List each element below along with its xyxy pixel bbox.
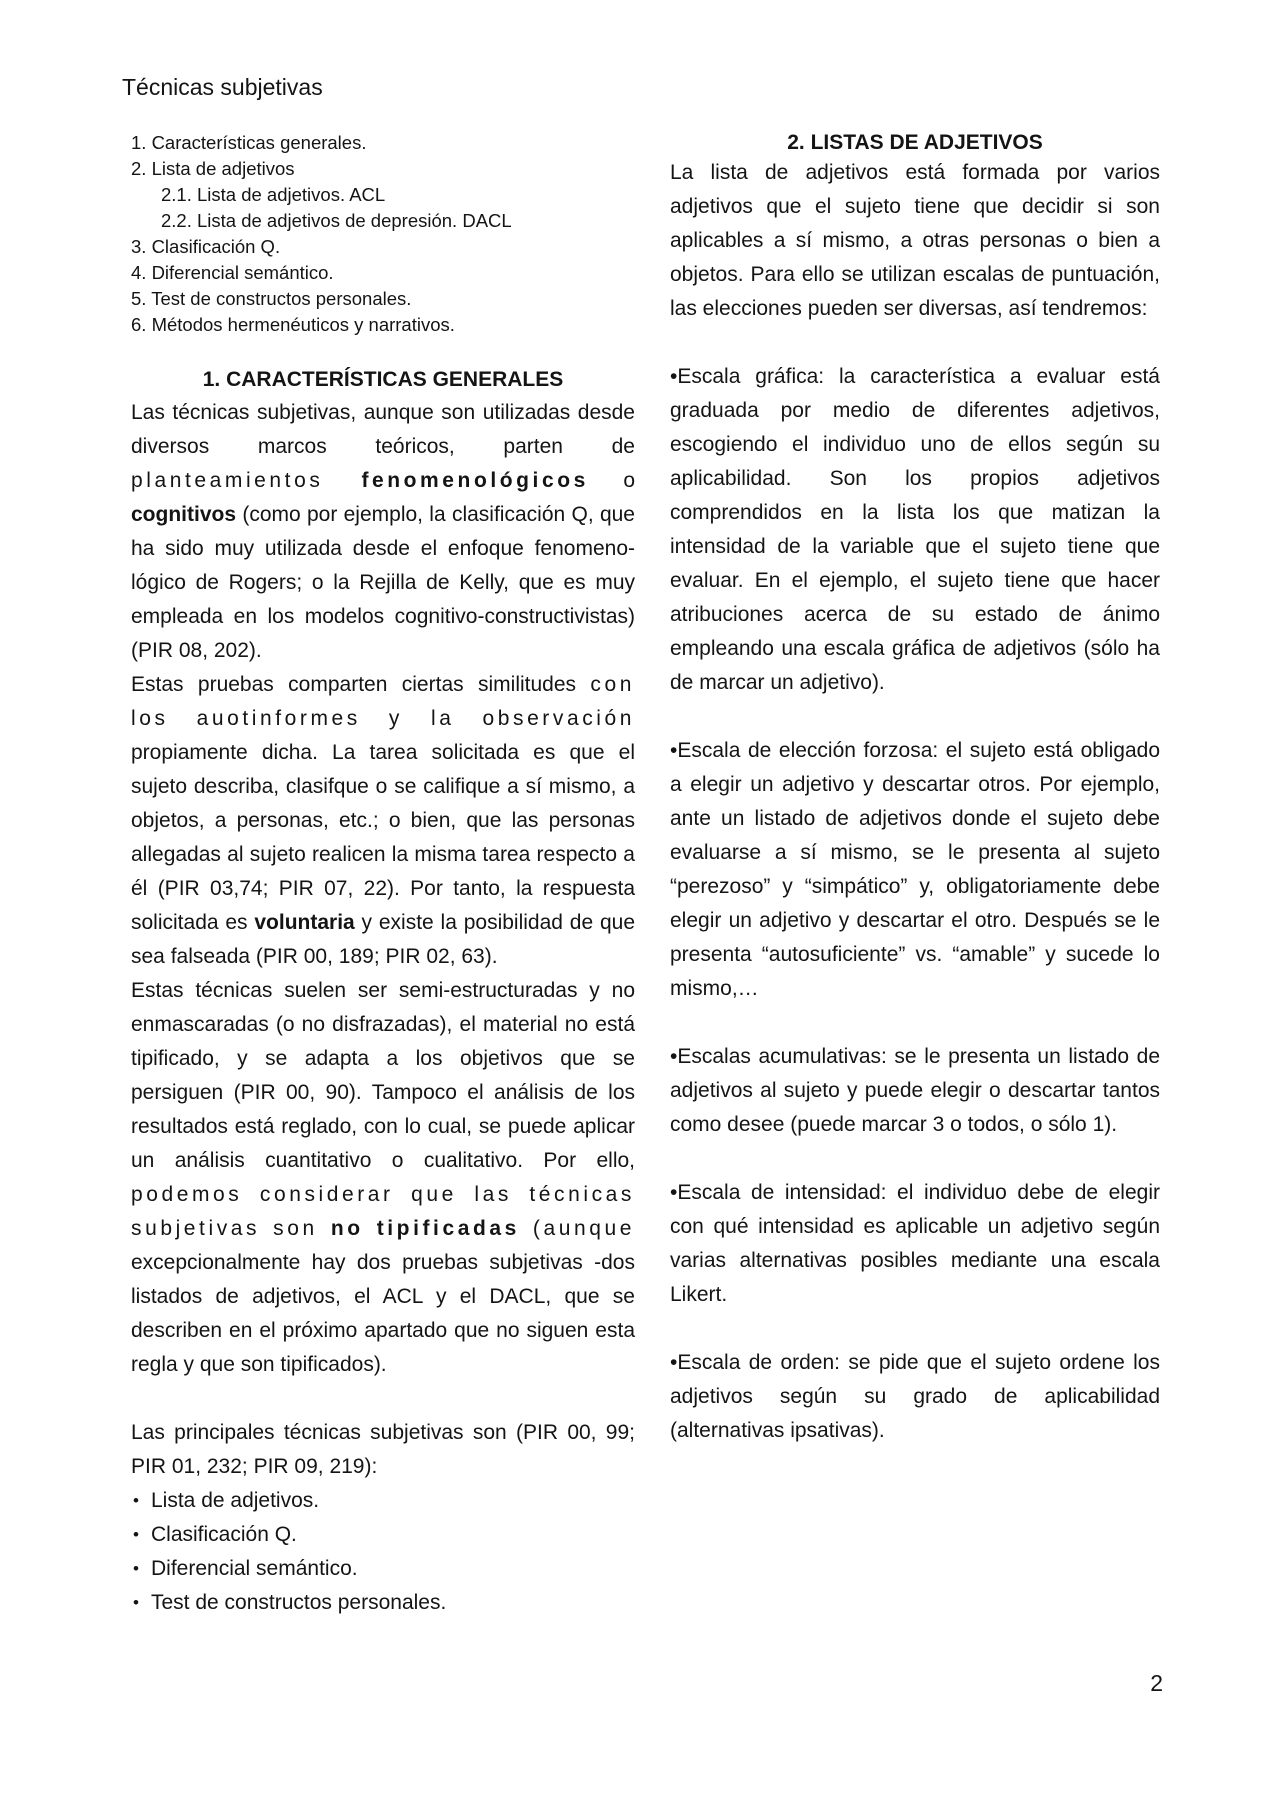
page-number: 2 [1150, 1670, 1163, 1696]
bullet-list [131, 1484, 635, 1620]
toc-item: 1. Características generales. [131, 132, 367, 153]
toc-item: 2. Lista de adjetivos [131, 158, 295, 179]
section-heading-listas: 2. LISTAS DE ADJETIVOS [787, 131, 1043, 154]
table-of-contents [131, 130, 635, 338]
scale-description: •Escala gráfica: la característica a evaluar está graduada por medio de diferentes adjetivos, escogiendo el individuo uno de ellos según su aplicabilidad. Son los propios adjetivos comprendidos en la lista los que matizan la intensidad de la variable que el sujeto tiene que evaluar. En el ejemplo, el sujeto tiene que hacer atribuciones acerca de su estado de ánimo empleando una escala gráfica de adjetivos (sólo ha de marcar un adjetivo). [670, 365, 1160, 694]
paragraph: Estas pruebas comparten ciertas similitudes con los auotinformes y la observación propiamente dicha. La tarea solicitada es que el sujeto describa, clasifque o se califique a sí mismo, a objetos, a personas, etc.; o bien, que las personas allegadas al sujeto realicen la misma tarea respecto a él (PIR 03,74; PIR 07, 22). Por tanto, la respuesta solicitada es voluntaria y existe la posibilidad de que sea falseada (PIR 00, 189; PIR 02, 63). [131, 673, 635, 968]
page-title: Técnicas subjetivas [122, 74, 323, 100]
toc-item: 4. Diferencial semántico. [131, 262, 334, 283]
section-heading-caracteristicas: 1. CARACTERÍSTICAS GENERALES [202, 368, 564, 391]
toc-subitem: 2.1. Lista de adjetivos. ACL [161, 184, 386, 205]
scale-description: •Escala de orden: se pide que el sujeto ordene los adjetivos según su grado de aplicabilidad (alternativas ipsativas). [670, 1351, 1160, 1442]
scale-description: •Escalas acumulativas: se le presenta un listado de adjetivos al sujeto y puede elegir o descartar tantos como desee (puede marcar 3 o todos, o sólo 1). [670, 1045, 1160, 1136]
scale-description: •Escala de elección forzosa: el sujeto está obligado a elegir un adjetivo y descartar otros. Por ejemplo, ante un listado de adjetivos donde el sujeto debe evaluarse a sí mismo, se le presenta al sujeto “perezoso” y “simpático” y, obligatoriamente debe elegir un adjetivo y descartar el otro. Después se le presenta “autosuficiente” vs. “amable” y sucede lo mismo,… [670, 739, 1160, 1000]
paragraph: Estas técnicas suelen ser semi-estructuradas y no enmascaradas (o no disfrazadas), el material no está tipificado, y se adapta a los objetivos que se persiguen (PIR 00, 90). Tampoco el análisis de los resultados está reglado, con lo cual, se puede aplicar un análisis cuantitativo o cualitativo. Por ello, podemos considerar que las técnicas subjetivas son no tipificadas (aunque excepcionalmente hay dos pruebas subjetivas -dos listados de adjetivos, el ACL y el DACL, que se describen en el próximo apartado que no siguen esta regla y que son tipificados). [131, 979, 635, 1376]
toc-subitem: 2.2. Lista de adjetivos de depresión. DACL [161, 210, 512, 231]
list-item: • Diferencial semántico. [131, 1552, 635, 1586]
toc-item: 5. Test de constructos personales. [131, 288, 412, 309]
toc-item: 6. Métodos hermenéuticos y narrativos. [131, 314, 455, 335]
right-column [670, 130, 1160, 1448]
toc-item: 3. Clasificación Q. [131, 236, 281, 257]
list-item: • Test de constructos personales. [131, 1586, 635, 1620]
paragraph: Las principales técnicas subjetivas son (PIR 00, 99; PIR 01, 232; PIR 09, 219): [131, 1421, 635, 1478]
scale-description: •Escala de intensidad: el individuo debe de elegir con qué intensidad es aplicable un adjetivo según varias alternativas posibles mediante una escala Likert. [670, 1181, 1160, 1306]
paragraph: Las técnicas subjetivas, aunque son utilizadas desde diversos marcos teóricos, parten de planteamientos fenomenológicos o cognitivos (como por ejemplo, la clasificación Q, que ha sido muy utilizada desde el enfoque fenomeno-lógico de Rogers; o la Rejilla de Kelly, que es muy empleada en los modelos cognitivo-constructivistas)(PIR 08, 202). [131, 401, 636, 662]
left-column [131, 130, 635, 1620]
list-item: • Lista de adjetivos. [131, 1484, 635, 1518]
paragraph: La lista de adjetivos está formada por varios adjetivos que el sujeto tiene que decidir si son aplicables a sí mismo, a otras personas o bien a objetos. Para ello se utilizan escalas de puntuación, las elecciones pueden ser diversas, así tendremos: [670, 161, 1160, 320]
list-item: • Clasificación Q. [131, 1518, 635, 1552]
